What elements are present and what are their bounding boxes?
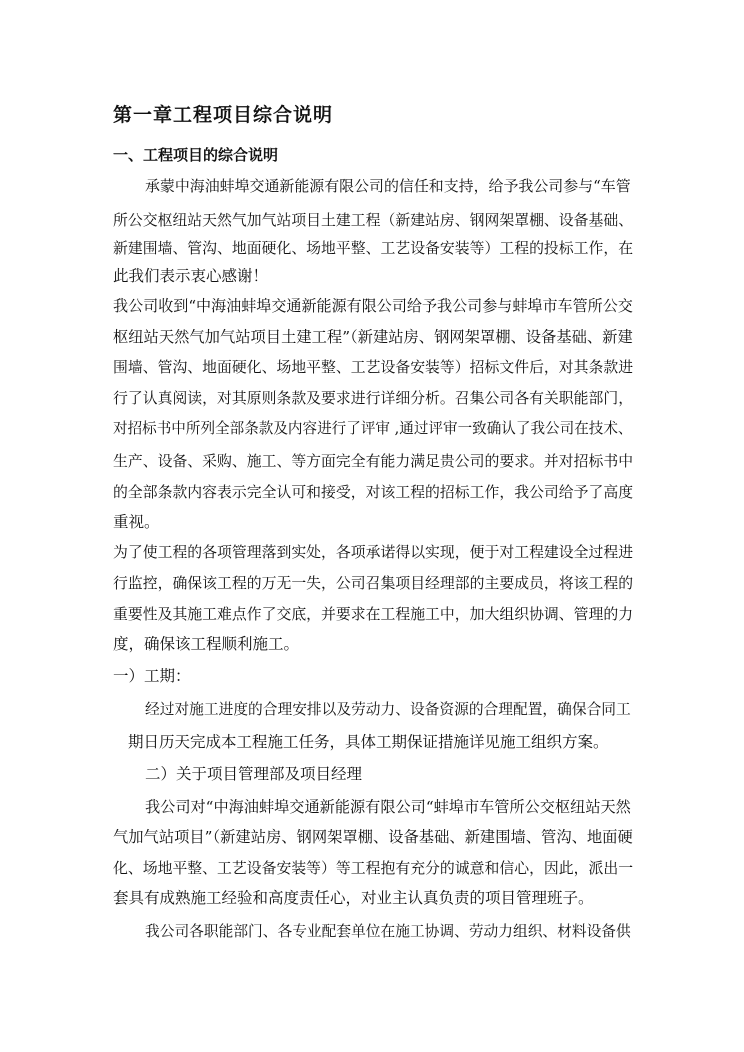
- paragraph-line: 新建围墙、管沟、地面硬化、场地平整、工艺设备安装等）工程的投标工作，在: [113, 239, 634, 257]
- paragraph-line: 重要性及其施工难点作了交底，并要求在工程施工中，加大组织协调、管理的力: [113, 605, 634, 623]
- paragraph-line: 为了使工程的各项管理落到实处，各项承诺得以实现，便于对工程建设全过程进: [113, 543, 634, 561]
- paragraph-line: 气加气站项目”（新建站房、钢网架罩棚、设备基础、新建围墙、管沟、地面硬: [113, 828, 633, 846]
- section-heading: 一、工程项目的综合说明: [113, 146, 279, 164]
- paragraph-line: 我公司对“中海油蚌埠交通新能源有限公司“蚌埠市车管所公交枢纽站天然: [145, 798, 631, 816]
- chapter-title: 第一章工程项目综合说明: [113, 104, 334, 126]
- paragraph-line: 承蒙中海油蚌埠交通新能源有限公司的信任和支持，给予我公司参与“车管: [145, 177, 631, 195]
- subsection-heading: 一）工期：: [113, 667, 191, 685]
- paragraph-line: 化、场地平整、工艺设备安装等）等工程抱有充分的诚意和信心，因此，派出一: [113, 859, 634, 877]
- paragraph-line: 行了认真阅读，对其原则条款及要求进行详细分析。召集公司各有关职能部门，: [113, 389, 634, 407]
- paragraph-line: 套具有成熟施工经验和高度责任心，对业主认真负责的项目管理班子。: [113, 889, 594, 907]
- paragraph-line: 我公司收到“中海油蚌埠交通新能源有限公司给予我公司参与蚌埠市车管所公交: [113, 297, 633, 315]
- subsection-heading: 二）关于项目管理部及项目经理: [145, 765, 363, 783]
- paragraph-line: 所公交枢纽站天然气加气站项目土建工程（新建站房、钢网架罩棚、设备基础、: [113, 211, 634, 229]
- paragraph-line: 对招标书中所列全部条款及内容进行了评审 ,通过评审一致确认了我公司在技术、: [113, 420, 633, 437]
- paragraph-line: 围墙、管沟、地面硬化、场地平整、工艺设备安装等）招标文件后，对其条款进: [113, 358, 634, 376]
- paragraph-line: 重视。: [113, 513, 160, 531]
- paragraph-line: 我公司各职能部门、各专业配套单位在施工协调、劳动力组织、材料设备供: [145, 923, 631, 940]
- paragraph-line: 生产、设备、采购、施工、等方面完全有能力满足贵公司的要求。并对招标书中: [113, 452, 634, 470]
- paragraph-line: 度，确保该工程顺利施工。: [113, 635, 300, 653]
- paragraph-line: 期日历天完成本工程施工任务，具体工期保证措施详见施工组织方案。: [128, 733, 609, 751]
- paragraph-line: 此我们表示衷心感谢！: [113, 267, 269, 285]
- paragraph-line: 行监控，确保该工程的万无一失，公司召集项目经理部的主要成员，将该工程的: [113, 574, 634, 592]
- paragraph-line: 的全部条款内容表示完全认可和接受，对该工程的招标工作，我公司给予了高度: [113, 483, 634, 501]
- paragraph-line: 经过对施工进度的合理安排以及劳动力、设备资源的合理配置，确保合同工: [145, 701, 631, 718]
- paragraph-line: 枢纽站天然气加气站项目土建工程”（新建站房、钢网架罩棚、设备基础、新建: [113, 328, 633, 346]
